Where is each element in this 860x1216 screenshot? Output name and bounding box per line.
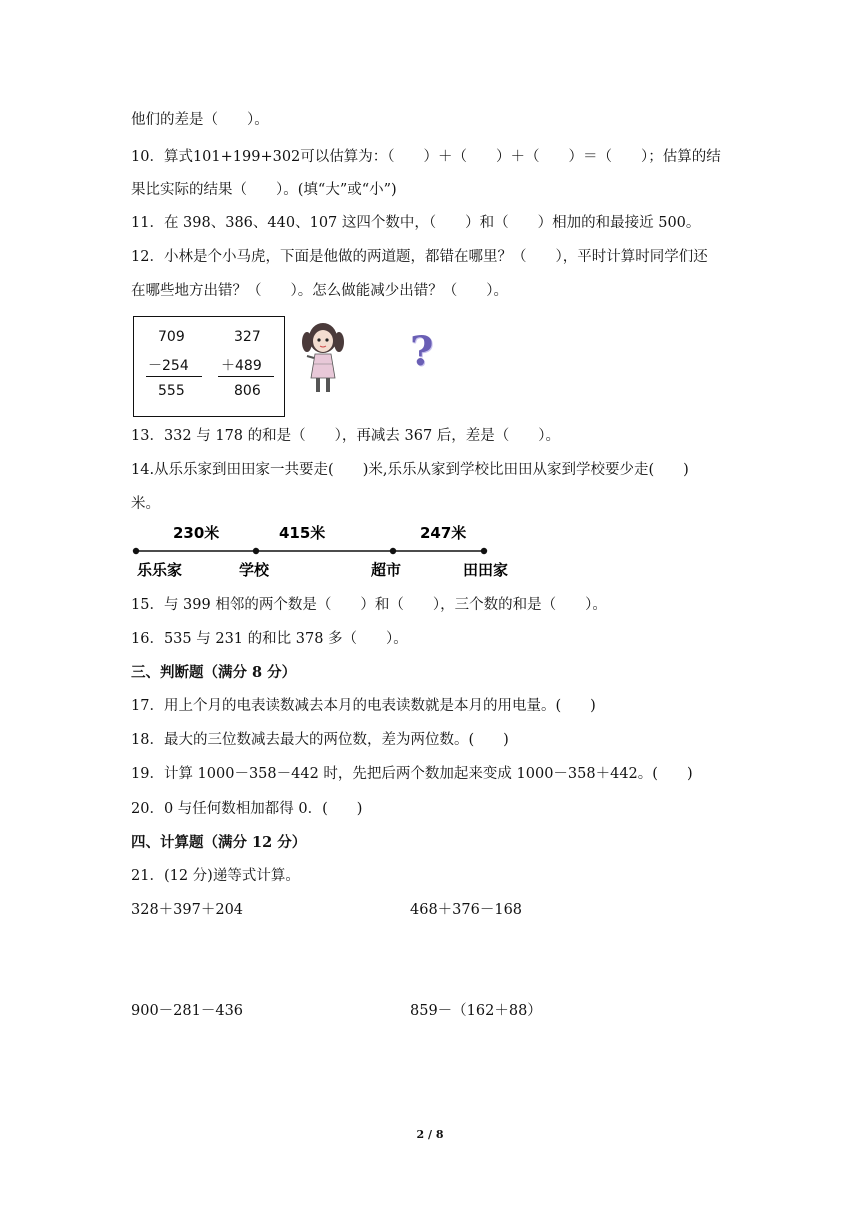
sub-result: 555: [158, 383, 185, 399]
question-11: 11．在 398、386、440、107 这四个数中，（ ）和（ ）相加的和最接近 500。: [131, 215, 701, 231]
expression-3: 900－281－436: [131, 1003, 244, 1019]
question-12-line2: 在哪些地方出错？（ ）。怎么做能减少出错？（ ）。: [131, 283, 508, 299]
text-line: 他们的差是（ ）。: [131, 112, 269, 128]
place-label-4: 田田家: [463, 561, 509, 579]
segment-label-2: 415米: [279, 524, 326, 542]
question-19: 19．计算 1000－358－442 时，先把后两个数加起来变成 1000－358＋442。( ): [131, 766, 693, 782]
distance-diagram: [131, 518, 531, 584]
question-mark-icon: ?: [410, 328, 434, 375]
question-21: 21．(12 分)递等式计算。: [131, 868, 300, 884]
girl-illustration: [299, 318, 347, 398]
question-20: 20．0 与任何数相加都得 0．( ): [131, 801, 363, 817]
sub-bottom: －254: [148, 358, 189, 374]
question-15: 15．与 399 相邻的两个数是（ ）和（ ），三个数的和是（ ）。: [131, 597, 607, 613]
section-4-heading: 四、计算题（满分 12 分）: [131, 834, 307, 851]
segment-label-1: 230米: [173, 524, 220, 542]
question-10-line2: 果比实际的结果（ ）。(填“大”或“小”): [131, 182, 397, 198]
place-label-2: 学校: [239, 561, 270, 579]
vertical-calculation-box: [133, 316, 285, 417]
question-14-line2: 米。: [131, 496, 160, 512]
segment-label-3: 247米: [420, 524, 467, 542]
page-number: 2 / 8: [416, 1128, 444, 1141]
question-18: 18．最大的三位数减去最大的两位数，差为两位数。( ): [131, 732, 509, 748]
place-label-1: 乐乐家: [137, 561, 183, 579]
question-13: 13．332 与 178 的和是（ ），再减去 367 后，差是（ ）。: [131, 428, 561, 444]
question-16: 16．535 与 231 的和比 378 多（ ）。: [131, 631, 408, 647]
question-12-line1: 12．小林是个小马虎，下面是他做的两道题，都错在哪里？（ ），平时计算时同学们还: [131, 249, 708, 265]
section-3-heading: 三、判断题（满分 8 分）: [131, 664, 297, 681]
expression-4: 859－（162＋88）: [410, 1003, 542, 1019]
add-result: 806: [234, 383, 261, 399]
expression-2: 468＋376－168: [410, 902, 523, 918]
expression-1: 328＋397＋204: [131, 902, 244, 918]
question-17: 17．用上个月的电表读数减去本月的电表读数就是本月的用电量。( ): [131, 698, 596, 714]
place-label-3: 超市: [371, 561, 402, 579]
question-10-line1: 10．算式101+199+302可以估算为：（ ）＋（ ）＋（ ）＝（ ）；估算的结: [131, 149, 721, 165]
add-top: 327: [234, 329, 261, 345]
sub-top: 709: [158, 329, 185, 345]
add-bottom: ＋489: [221, 358, 262, 374]
question-14-line1: 14.从乐乐家到田田家一共要走( )米,乐乐从家到学校比田田从家到学校要少走( ): [131, 462, 689, 478]
